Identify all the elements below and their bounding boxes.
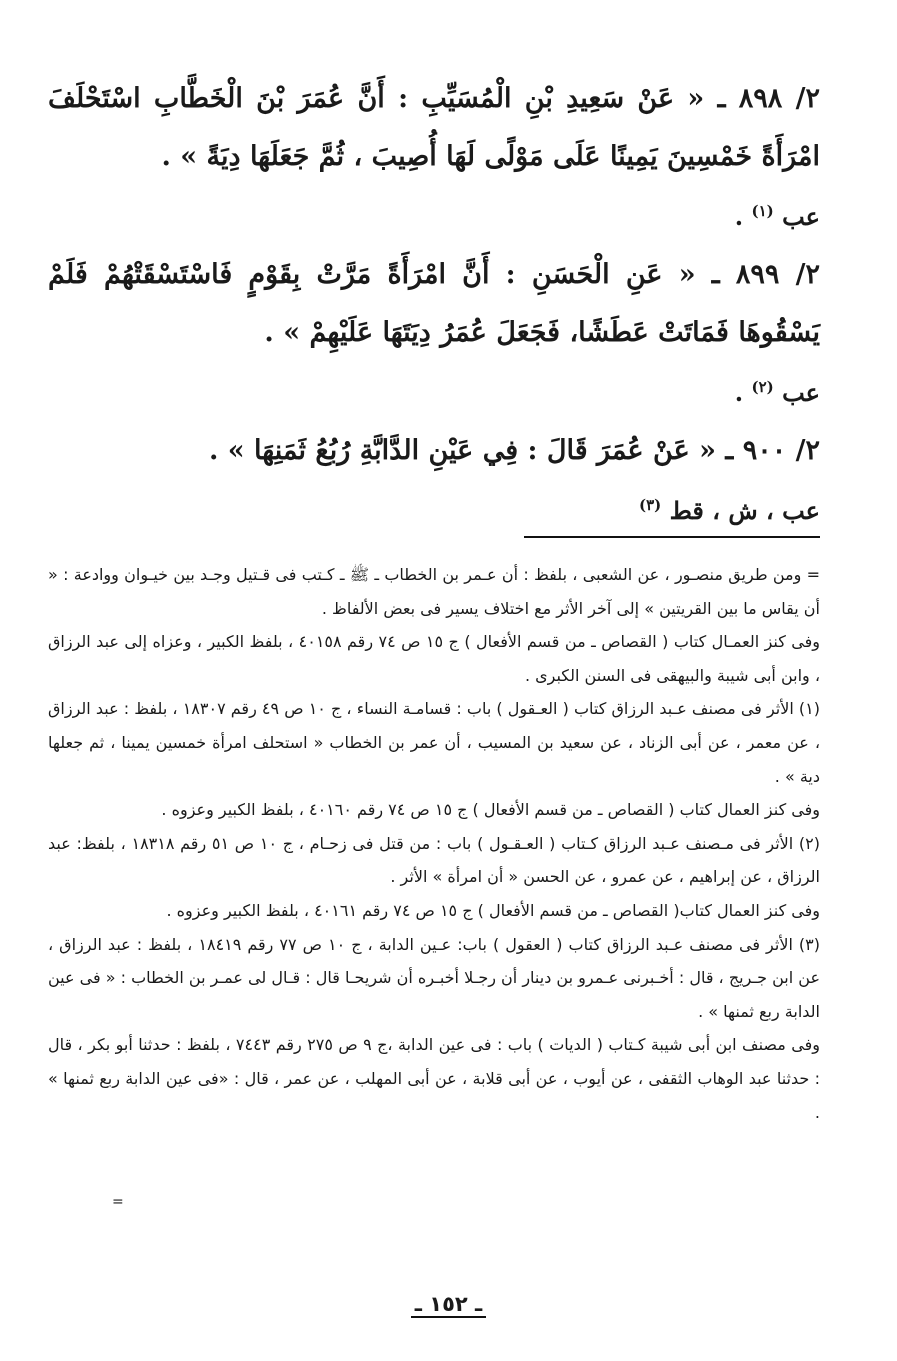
continuation-mark: = — [112, 1194, 124, 1210]
page-number: ـ ١٥٢ ـ — [0, 1292, 897, 1316]
footnote-continuation-kanz: وفى كنز العمـال كتاب ( القصاص ـ من قسم الأفعال ) ج ١٥ ص ٧٤ رقم ٤٠١٥٨ ، بلفظ الكبير ، وعزاه إلى عبد الرزاق ، وابن أبى شيبة والبيهقى فى السنن الكبرى . — [48, 632, 821, 685]
footnote-3: (٣) الأثر فى مصنف عـبد الرزاق كتاب ( العقول ) باب: عـين الدابة ، ج ١٠ ص ٧٧ رقم ١٨٤١٩ ، بلفظ : عبد الرزاق ، عن ابن جـريج ، قال : أخـبرنى عـمرو بن دينار أن رجـلا أخبـره أن شريحـا قال : قـال لى عمـر بن الخطاب : « فى عين الدابة ربع ثمنها » . — [48, 934, 821, 1021]
footnote-ref-1: (١) — [751, 202, 774, 220]
source-900: عب ، ش ، قط $^{(٣)}$ — [639, 496, 820, 525]
source-898: عب $^{(١)}$ . — [734, 202, 820, 231]
footnote-ref-3: (٣) — [639, 496, 662, 514]
footnote-continuation: = ومن طريق منصـور ، عن الشعبى ، بلفظ : أن عـمر بن الخطاب ـ ﷺ ـ كـتب فى قـتيل وجـد بين خيـوان ووادعة : « أن يقاس ما بين القريتين » إلى آخر الأثر مع اختلاف يسير فى بعض الألفاظ . — [48, 565, 820, 618]
footnote-ref-2: (٢) — [751, 378, 774, 396]
footnote-3-ibn-abi-shayba: وفى مصنف ابن أبى شيبة كـتاب ( الديات ) باب : فى عين الدابة ،ج ٩ ص ٢٧٥ رقم ٧٤٤٣ ، بلفظ : حدثنا أبو بكر ، قال : حدثنا عبد الوهاب الثقفى ، عن أيوب ، عن أبى قلابة ، عن أبى المهلب ، عن عمر ، قال : «فى عين الدابة ربع ثمنها » . — [48, 1035, 820, 1122]
source-899: عب $^{(٢)}$ . — [734, 378, 820, 407]
footnotes — [48, 558, 820, 1129]
footnote-1-kanz: وفى كنز العمال كتاب ( القصاص ـ من قسم الأفعال ) ج ١٥ ص ٧٤ رقم ٤٠١٦٠ ، بلفظ الكبير وعزوه . — [161, 800, 820, 820]
hadith-899: ٢/ ٨٩٩ ـ « عَنِ الْحَسَنِ : أَنَّ امْرَأَةً مَرَّتْ بِقَوْمٍ فَاسْتَسْقَتْهُمْ فَلَمْ يَسْقُوهَا فَمَاتَتْ عَطَشًا، فَجَعَلَ عُمَرُ دِيَتَهَا عَلَيْهِمْ » . — [48, 259, 820, 348]
footnote-1: (١) الأثر فى مصنف عـبد الرزاق كتاب ( العـقول ) باب : قسامـة النساء ، ج ١٠ ص ٤٩ رقم ١٨٣٠٧ ، بلفظ : عبد الرزاق ، عن معمر ، عن أبى الزناد ، عن سعيد بن المسيب ، أن عمر بن الخطاب « استحلف امرأة خمسين يمينا ، ثم جعلها دية » . — [48, 699, 820, 786]
footnote-2-kanz: وفى كنز العمال كتاب( القصاص ـ من قسم الأفعال ) ج ١٥ ص ٧٤ رقم ٤٠١٦١ ، بلفظ الكبير وعزوه . — [166, 900, 820, 920]
footnote-separator — [524, 536, 820, 538]
hadith-898: ٢/ ٨٩٨ ـ « عَنْ سَعِيدِ بْنِ الْمُسَيِّبِ : أَنَّ عُمَرَ بْنَ الْخَطَّابِ اسْتَحْلَفَ امْرَأَةً خَمْسِينَ يَمِينًا عَلَى مَوْلًى لَهَا أُصِيبَ ، ثُمَّ جَعَلَهَا دِيَةً » . — [48, 83, 820, 172]
footnote-2: (٢) الأثر فى مـصنف عـبد الرزاق كـتاب ( العـقـول ) باب : من قتل فى زحـام ، ج ١٠ ص ٥١ رقم ١٨٣١٨ ، بلفظ: عبد الرزاق ، عن إبراهيم ، عن عمرو ، عن الحسن « أن امرأة » الأثر . — [48, 833, 821, 887]
hadith-900: ٢/ ٩٠٠ ـ « عَنْ عُمَرَ قَالَ : فِي عَيْنِ الدَّابَّةِ رُبُعُ ثَمَنِهَا » . — [208, 435, 820, 466]
main-text — [48, 70, 820, 540]
